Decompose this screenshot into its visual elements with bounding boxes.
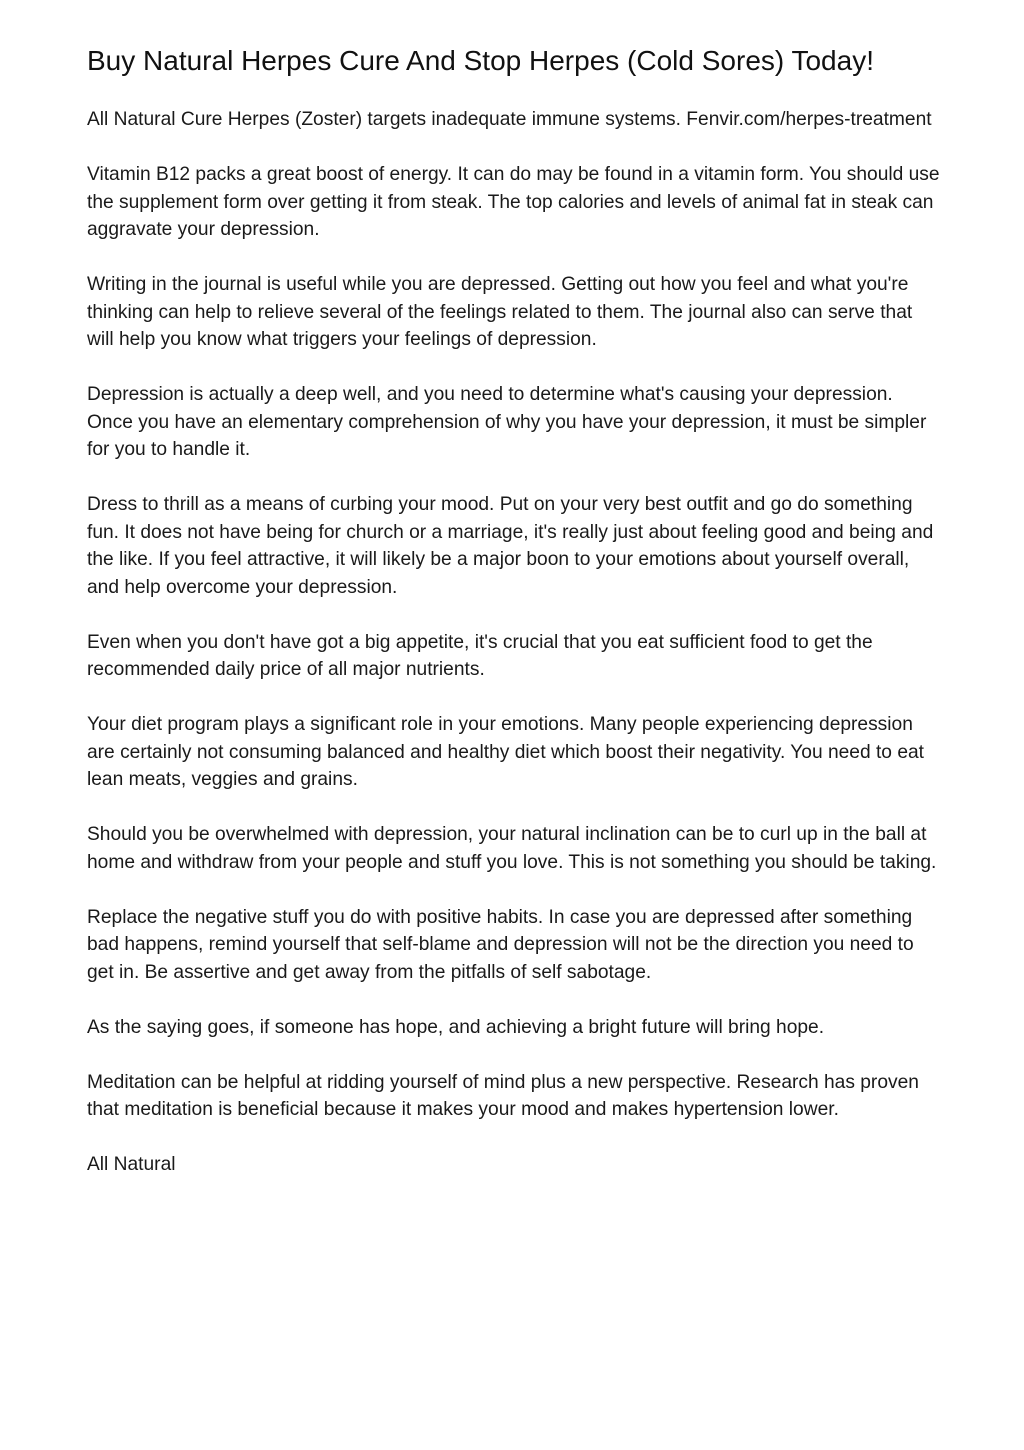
paragraph: Dress to thrill as a means of curbing your mood. Put on your very best outfit and go do something fun. It does not have being for church or a marriage, it's really just about feeling good and being and the like. If you feel attractive, it will likely be a major boon to your emotions about yourself overall, and help overcome your depression. [87,494,934,598]
document-title: Buy Natural Herpes Cure And Stop Herpes (Cold Sores) Today! [87,45,874,76]
paragraph: As the saying goes, if someone has hope, and achieving a bright future will bring hope. [87,1016,825,1038]
paragraph: Writing in the journal is useful while you are depressed. Getting out how you feel and what you're thinking can help to relieve several of the feelings related to them. The journal also can serve that will help you know what triggers your feelings of depression. [87,274,913,350]
paragraph: Depression is actually a deep well, and you need to determine what's causing your depression. Once you have an elementary comprehension of why you have your depression, it must be simpler for you to handle it. [87,384,927,460]
paragraph: Even when you don't have got a big appetite, it's crucial that you eat sufficient food to get the recommended daily price of all major nutrients. [87,631,873,680]
paragraph: All Natural [87,1154,176,1175]
paragraph: Your diet program plays a significant role in your emotions. Many people experiencing depression are certainly not consuming balanced and healthy diet which boost their negativity. You need to eat lean meats, veggies and grains. [87,714,924,790]
paragraph: Replace the negative stuff you do with positive habits. In case you are depressed after something bad happens, remind yourself that self-blame and depression will not be the direction you need to get in. Be assertive and get away from the pitfalls of self sabotage. [87,906,914,983]
paragraph: All Natural Cure Herpes (Zoster) targets inadequate immune systems. Fenvir.com/herpes-treatment [87,109,932,130]
paragraph: Vitamin B12 packs a great boost of energy. It can do may be found in a vitamin form. You should use the supplement form over getting it from steak. The top calories and levels of animal fat in steak can aggravate your depression. [87,164,940,240]
paragraph: Meditation can be helpful at ridding yourself of mind plus a new perspective. Research has proven that meditation is beneficial because it makes your mood and makes hypertension lower. [87,1071,919,1120]
paragraph: Should you be overwhelmed with depression, your natural inclination can be to curl up in the ball at home and withdraw from your people and stuff you love. This is not something you should be taking. [87,824,937,873]
document-page [87,46,942,1206]
